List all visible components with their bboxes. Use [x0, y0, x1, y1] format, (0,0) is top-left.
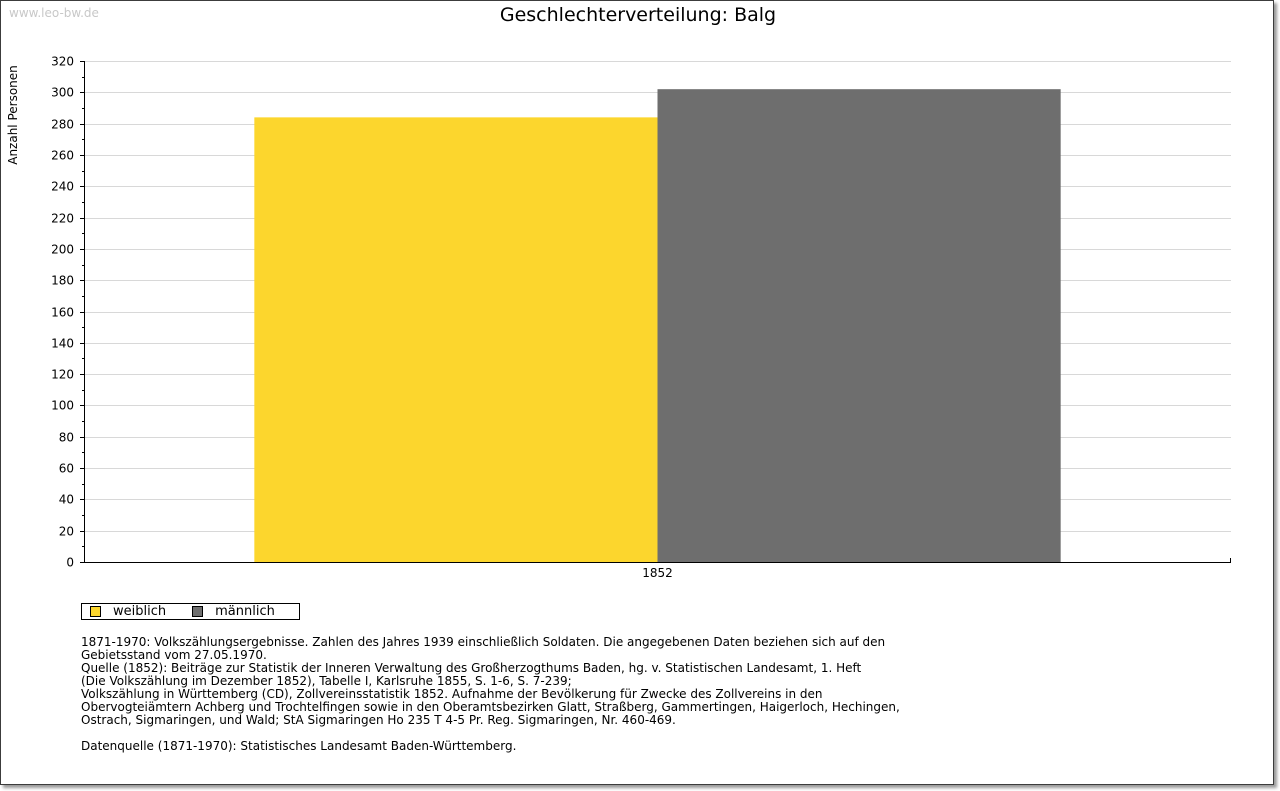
y-tick-label: 120: [51, 367, 74, 382]
data-source-text: Datenquelle (1871-1970): Statistisches Landesamt Baden-Württemberg.: [81, 739, 517, 753]
y-tick-label: 160: [51, 305, 74, 320]
legend-item-maennlich: [192, 604, 275, 619]
y-tick-label: 40: [58, 492, 74, 507]
y-tick-label: 260: [51, 148, 74, 163]
y-tick-label: 180: [51, 273, 74, 288]
legend-label-maennlich: männlich: [215, 604, 275, 619]
x-tick-label: 1852: [642, 566, 673, 580]
y-tick-label: 60: [58, 461, 74, 476]
y-tick-label: 240: [51, 179, 74, 194]
watermark: www.leo-bw.de: [9, 6, 99, 20]
y-tick-label: 320: [51, 54, 74, 69]
legend-swatch-weiblich: [90, 606, 101, 617]
y-tick-label: 20: [58, 524, 74, 539]
bar-chart: [1, 1, 1275, 601]
chart-title: Geschlechterverteilung: Balg: [499, 4, 777, 26]
legend: [81, 603, 300, 620]
y-tick-label: 80: [58, 430, 74, 445]
bar-maennlich: [658, 89, 1061, 562]
source-notes: [81, 636, 961, 753]
y-axis-label: Anzahl Personen: [6, 65, 20, 165]
y-tick-label: 300: [51, 85, 74, 100]
y-tick-label: 200: [51, 242, 74, 257]
legend-item-weiblich: [90, 604, 166, 619]
y-tick-label: 280: [51, 117, 74, 132]
legend-label-weiblich: weiblich: [113, 604, 167, 619]
y-tick-label: 0: [66, 555, 74, 570]
source-note-text: 1871-1970: Volkszählungsergebnisse. Zahlen des Jahres 1939 einschließlich Soldaten. Die angegebenen Daten beziehen sich auf den Gebietsstand vom 27.05.1970. Quelle (1852): Beiträge zur Statistik der Inneren Verwaltung des Großherzogthums Baden, hg. v. Statistischen Landesamt, 1. Heft (Die Volkszählung im Dezember 1852), Tabelle I, Karlsruhe 1855, S. 1-6, S. 7-239; Volkszählung in Württemberg (CD), Zollvereinsstatistik 1852. Aufnahme der Bevölkerung für Zwecke des Zollvereins in den Obervogteiämtern Achberg und Trochtelfingen sowie in den Oberamtsbezirken Glatt, Straßberg, Gammertingen, Haigerloch, Hechingen, Ostrach, Sigmaringen, und Wald; StA Sigmaringen Ho 235 T 4-5 Pr. Reg. Sigmaringen, Nr. 460-469.: [81, 635, 900, 727]
y-tick-label: 100: [51, 398, 74, 413]
y-tick-label: 220: [51, 211, 74, 226]
y-tick-label: 140: [51, 336, 74, 351]
legend-swatch-maennlich: [192, 606, 203, 617]
bar-weiblich: [254, 117, 657, 562]
